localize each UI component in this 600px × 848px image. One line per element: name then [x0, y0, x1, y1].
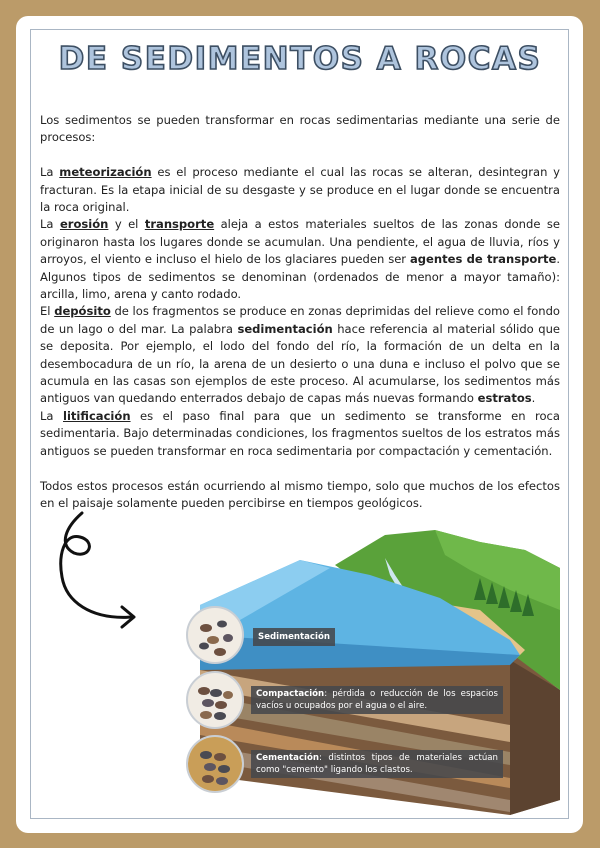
body-text: [40, 112, 560, 512]
compactacion-detail-circle: [186, 671, 244, 729]
term-meteorizacion: meteorización: [59, 165, 152, 180]
term-litificacion: litificación: [63, 408, 131, 423]
intro-paragraph: Los sedimentos se pueden transformar en rocas sedimentarias mediante una serie de procesos:: [40, 113, 560, 145]
closing-paragraph: Todos estos procesos están ocurriendo al mismo tiempo, solo que muchos de los efectos en el paisaje solamente pueden percibirse en tiempos geológicos.: [40, 478, 560, 510]
erosion-paragraph: La erosión y el transporte aleja a estos materiales sueltos de las zonas donde se originaron hasta los lugares donde se acumulan. Una pendiente, el agua de lluvia, ríos y arroyos, el viento e incluso el hielo de los glaciares pueden ser agentes de transporte. Algunos tipos de sedimentos se denominan (ordenados de menor a mayor tamaño): arcilla, limo, arena y canto rodado.: [40, 217, 560, 302]
compactacion-term: Compactación: [256, 689, 325, 699]
sedimentacion-detail-circle: [186, 606, 244, 664]
sedimentacion-label: Sedimentación: [253, 628, 335, 646]
term-erosion: erosión: [59, 217, 109, 232]
cementacion-label: Cementación: distintos tipos de materiales actúan como "cemento" ligando los clastos.: [251, 750, 503, 778]
bold-sedimentacion: sedimentación: [237, 321, 333, 336]
term-deposito: depósito: [54, 304, 111, 319]
cementacion-term: Cementación: [256, 753, 320, 763]
litificacion-paragraph: La litificación es el paso final para que un sedimento se transforme en roca sedimentaria. Bajo determinadas condiciones, los fragmentos sueltos de los estratos más antiguos se pueden transformar en roca sedimentaria por compactación y cementación.: [40, 408, 560, 458]
term-transporte: transporte: [144, 217, 215, 232]
curly-arrow-icon: [50, 505, 150, 640]
page-title: DE SEDIMENTOS A ROCAS: [58, 41, 542, 77]
bold-agentes-de-transporte: agentes de transporte: [409, 252, 557, 267]
deposito-paragraph: El depósito de los fragmentos se produce en zonas deprimidas del relieve como el fondo de un lago o del mar. La palabra sedimentación hace referencia al material sólido que se deposita. Por ejemplo, el lodo del fondo del río, la formación de un delta en la desembocadura de un río, la arena de un desierto o una duna e incluso el polvo que se acumula en las casas son ejemplos de este proceso. Al acumularse, los sedimentos más antiguos van quedando enterrados debajo de capas más nuevas formando estratos.: [40, 304, 560, 406]
compactacion-label: Compactación: pérdida o reducción de los espacios vacíos u ocupados por el agua o el aire.: [251, 686, 503, 714]
bold-estratos: estratos: [477, 391, 532, 406]
meteorizacion-paragraph: La meteorización es el proceso mediante el cual las rocas se alteran, desintegran y fracturan. Es la etapa inicial de su desgaste y se produce en el lugar donde se encuentra la roca original.: [40, 165, 560, 215]
cementacion-detail-circle: [186, 735, 244, 793]
